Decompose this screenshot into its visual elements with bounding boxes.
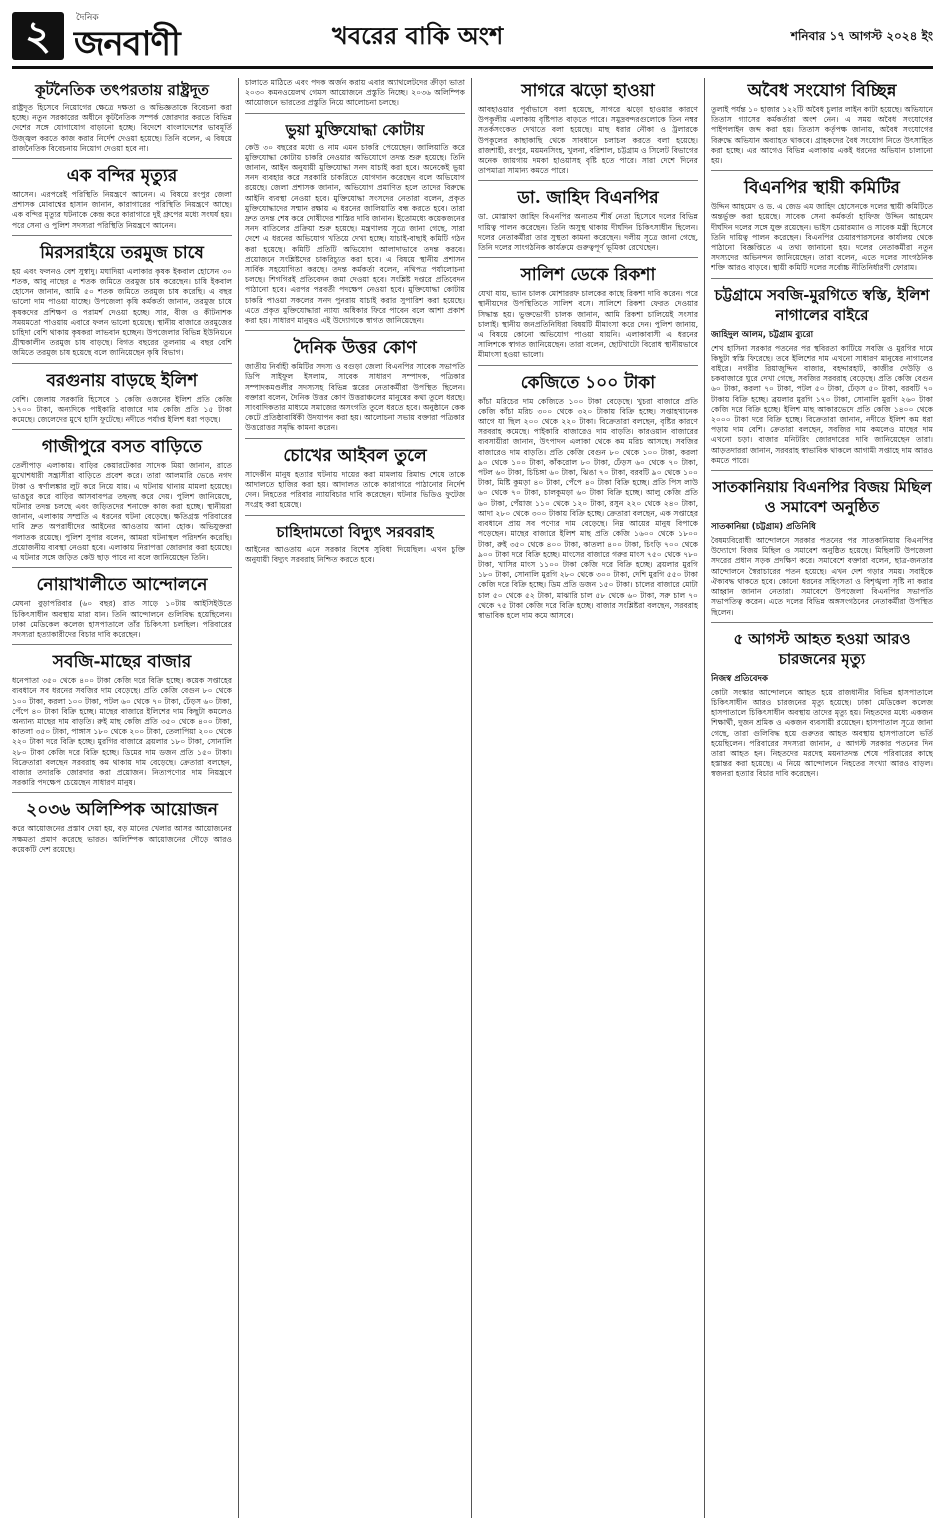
byline: সাতকানিয়া (চট্টগ্রাম) প্রতিনিধি xyxy=(711,522,816,533)
news-story[interactable] xyxy=(245,120,465,332)
news-story[interactable] xyxy=(12,574,232,645)
news-story[interactable] xyxy=(245,78,465,114)
story-body: চালাতে মাঠিতে এবং পদক অর্জন করায় এবার অ্যাথলেটদের ক্রীড়া ভাতা ২০৩০ কমনওয়েলথ গেমস আয়োজনে প্রস্তুতি নিচ্ছে। ২০৩৬ অলিম্পিক আয়োজনে ভারতের প্রস্তুতি নিয়ে আলোচনা চলছে। xyxy=(245,78,465,108)
story-body: কোটা সংস্কার আন্দোলনে আহত হয়ে রাজধানীর বিভিন্ন হাসপাতালে চিকিৎসাধীন আরও চারজনের মৃত্যু হয়েছে। ঢাকা মেডিকেল কলেজ হাসপাতালে চিকিৎসাধীন অবস্থায় তাদের মৃত্যু হয়। নিহতদের মধ্যে একজন শিক্ষার্থী, দুজন শ্রমিক ও একজন ব্যবসায়ী রয়েছেন। হাসপাতাল সূত্রে জানা গেছে, তারা গুলিবিদ্ধ হয়ে গুরুতর আহত অবস্থায় হাসপাতালে ভর্তি হয়েছিলেন। পরিবারের সদস্যরা জানান, ৫ আগস্ট সরকার পতনের দিন তারা আহত হন। নিহতদের মরদেহ ময়নাতদন্ত শেষে পরিবারের কাছে হস্তান্তর করা হয়েছে। এ নিয়ে আন্দোলনে নিহতের সংখ্যা আরও বাড়ল। স্বজনরা হত্যার বিচার দাবি করেছেন। xyxy=(711,687,933,779)
headline[interactable]: সবজি-মাছের বাজার xyxy=(52,652,192,673)
column-divider xyxy=(238,78,239,1518)
story-body: যেখা যায়, ভ্যান চালক মোশাররফ চালকের কাছে রিকশা দাবি করেন। পরে স্থানীয়দের উপস্থিতিতে সালিশ বসে। সালিশে রিকশা ফেরত দেওয়ার সিদ্ধান্ত হয়। ভুক্তভোগী চালক জানান, আমি রিকশা চালিয়েই সংসার চালাই। স্থানীয় জনপ্রতিনিধিরা বিষয়টি মীমাংসা করে দেন। পুলিশ জানায়, এ বিষয়ে কোনো অভিযোগ পাওয়া যায়নি। এলাকাবাসী এ ধরনের সালিশকে স্বাগত জানিয়েছেন। তারা বলেন, ছোটখাটো বিরোধ স্থানীয়ভাবে মীমাংসা হওয়া ভালো। xyxy=(478,289,698,360)
headline[interactable]: সাগরে ঝড়ো হাওয়া xyxy=(521,81,655,101)
daily-label: দৈনিক xyxy=(76,13,99,23)
column-2 xyxy=(245,78,465,1518)
paper-name: জনবাণী xyxy=(74,24,180,64)
news-story[interactable] xyxy=(478,80,698,181)
news-story[interactable] xyxy=(12,436,232,568)
story-body: ডা. মোস্তাফা জাহিদ বিএনপির অন্যতম শীর্ষ নেতা হিসেবে দলের বিভিন্ন দায়িত্ব পালন করেছেন। তিনি অসুস্থ থাকায় দীর্ঘদিন চিকিৎসাধীন ছিলেন। দলের নেতাকর্মীরা তার সুস্থতা কামনা করেছেন। দলীয় সূত্রে জানা গেছে, তিনি দলের সাংগঠনিক কার্যক্রমে গুরুত্বপূর্ণ ভূমিকা রেখেছেন। xyxy=(478,212,698,253)
headline[interactable]: ২০৩৬ অলিম্পিক আয়োজন xyxy=(26,800,218,821)
byline: নিজস্ব প্রতিবেদক xyxy=(711,673,768,684)
section-title: খবরের বাকি অংশ xyxy=(332,21,504,50)
headline[interactable]: ভুয়া মুক্তিযোদ্ধা কোটায় xyxy=(285,120,425,139)
headline[interactable]: বিএনপির স্থায়ী কমিটির xyxy=(744,178,900,199)
story-body: আবহাওয়ার পূর্বাভাসে বলা হয়েছে, সাগরে ঝড়ো হাওয়ার কারণে উপকূলীয় এলাকায় বৃষ্টিপাত বাড়তে পারে। সমুদ্রবন্দরগুলোকে তিন নম্বর সতর্কসংকেত দেখাতে বলা হয়েছে। মাছ ধরার নৌকা ও ট্রলারকে উপকূলের কাছাকাছি থেকে সাবধানে চলাচল করতে বলা হয়েছে। রাজশাহী, রংপুর, ময়মনসিংহ, খুলনা, বরিশাল, চট্টগ্রাম ও সিলেট বিভাগের অনেক জায়গায় দমকা হাওয়াসহ বৃষ্টি হতে পারে। সারা দেশে দিনের তাপমাত্রা সামান্য কমতে পারে। xyxy=(478,105,698,176)
column-1 xyxy=(12,78,232,1518)
masthead xyxy=(12,8,933,69)
news-story[interactable] xyxy=(12,799,232,859)
story-body: তেলীপাড় এলাকায়। বাড়ির কেয়ারটেকার সাদেক মিয়া জানান, রাতে মুখোশধারী সন্ত্রাসীরা বাড়িতে প্রবেশ করে। তারা আলমারি ভেঙে নগদ টাকা ও স্বর্ণালঙ্কার লুট করে নিয়ে যায়। এ ঘটনায় থানায় মামলা হয়েছে। ভাঙচুর করে বাড়ির আসবাবপত্র তছনছ করে দেয়। পুলিশ জানিয়েছে, ঘটনার তদন্ত চলছে এবং জড়িতদের শনাক্তে কাজ করা হচ্ছে। স্থানীয়রা জানান, এলাকায় সম্প্রতি এ ধরনের ঘটনা বেড়েছে। ক্ষতিগ্রস্ত পরিবারের দাবি দ্রুত অপরাধীদের আইনের আওতায় আনা হোক। অভিযুক্তরা পলাতক রয়েছে। পুলিশ সুপার বলেন, আমরা ঘটনাস্থল পরিদর্শন করেছি। প্রয়োজনীয় ব্যবস্থা নেওয়া হবে। এলাকায় নিরাপত্তা জোরদার করা হয়েছে। এ ঘটনার সঙ্গে জড়িত কেউ ছাড় পাবে না বলে জানিয়েছেন তিনি। xyxy=(12,461,232,563)
story-body: হয় এবং ফলনও বেশ সুস্বাদু। মঘাদিয়া এলাকার কৃষক ইকবাল হোসেন ৩০ শতক, আবু নাছের ৫ শতক জমিতে তরমুজ চাষ করেছেন। চাষি ইকবাল হোসেন জানান, আমি ৫০ শতক জমিতে তরমুজ চাষ করেছি। এ বছর ভালো দাম পাওয়া যাচ্ছে। উপজেলা কৃষি কর্মকর্তা জানান, তরমুজ চাষে কৃষকদের প্রশিক্ষণ ও পরামর্শ দেওয়া হচ্ছে। সার, বীজ ও কীটনাশক সময়মতো পাওয়ায় এবারে ফলন ভালো হয়েছে। স্থানীয় বাজারে তরমুজের চাহিদা বেশি থাকায় কৃষকরা লাভবান হচ্ছেন। উপজেলার বিভিন্ন ইউনিয়নে গ্রীষ্মকালীন তরমুজ চাষ বাড়ছে। বিগত বছরের তুলনায় এ বছর বেশি জমিতে তরমুজ চাষ হয়েছে বলে জানিয়েছেন কৃষি বিভাগ। xyxy=(12,266,232,358)
story-body: রাষ্ট্রদূত হিসেবে নিয়োগের ক্ষেত্রে দক্ষতা ও অভিজ্ঞতাকে বিবেচনা করা হচ্ছে। নতুন সরকারের অধীনে কূটনৈতিক সম্পর্ক জোরদার করতে বিভিন্ন দেশের সঙ্গে যোগাযোগ বাড়ানো হচ্ছে। বিদেশে বাংলাদেশের ভাবমূর্তি উজ্জ্বল করতে কাজ করার নির্দেশ দেওয়া হয়েছে। তিনি বলেন, এ বিষয়ে রাজনৈতিক বিবেচনায় নিয়োগ দেওয়া হবে না। xyxy=(12,103,232,153)
story-body: আসেন। এরপরেই পরিস্থিতি নিয়ন্ত্রণে আনেন। এ বিষয়ে রংপুর জেলা প্রশাসক মোবাশ্বের হাসান জানান, কারাগারের পরিস্থিতি নিয়ন্ত্রণে আছে। এক বন্দির মৃত্যুর ঘটনাকে কেন্দ্র করে কারাগারে দুই গ্রুপের মধ্যে সংঘর্ষ হয়। পরে সেনা ও পুলিশ সদস্যরা পরিস্থিতি নিয়ন্ত্রণে আনেন। xyxy=(12,190,232,230)
headline[interactable]: মিরসরাইয়ে তরমুজ চাষে xyxy=(40,242,204,263)
headline[interactable]: গাজীপুরে বসত বাড়িতে xyxy=(41,437,203,458)
story-body: জাতীয় নির্বাহী কমিটির সদস্য ও বগুড়া জেলা বিএনপির সাবেক সভাপতি ডিপি সাইফুল ইসলাম, সাবেক সাধারণ সম্পাদক, পত্রিকার সম্পাদকমণ্ডলীর সদস্যসহ বিভিন্ন স্তরের নেতাকর্মীরা উপস্থিত ছিলেন। বক্তারা বলেন, দৈনিক উত্তর কোণ উত্তরাঞ্চলের মানুষের কথা তুলে ধরছে। সাংবাদিকতার মাধ্যমে সমাজের অসংগতি তুলে ধরতে হবে। অনুষ্ঠানে কেক কেটে প্রতিষ্ঠাবার্ষিকী উদযাপন করা হয়। আলোচনা সভায় বক্তারা পত্রিকার উত্তরোত্তর সমৃদ্ধি কামনা করেন। xyxy=(245,362,465,433)
story-body: করে আয়োজনের প্রস্তাব দেয়া হয়, বড় মানের খেলার আসর আয়োজনের সক্ষমতা প্রমাণ করেছে ভারত। অলিম্পিক আয়োজনের দৌড়ে আরও কয়েকটি দেশ রয়েছে। xyxy=(12,824,232,854)
headline[interactable]: ৫ আগস্ট আহত হওয়া আরও চারজনের মৃত্যু xyxy=(733,629,911,668)
byline: জাহিদুল আলম, চট্টগ্রাম ব্যুরো xyxy=(711,329,814,340)
headline[interactable]: চট্টগ্রামে সবজি-মুরগিতে স্বস্তি, ইলিশ নাগালের বাইরে xyxy=(714,285,930,324)
headline[interactable]: বরগুনায় বাড়ছে ইলিশ xyxy=(46,370,198,391)
page-number: ২ xyxy=(12,12,64,60)
story-body: তুলাই পর্যন্ত ১০ হাজার ১২২টি অবৈধ চুলার লাইন কাটা হয়েছে। অভিযানে তিতাস গ্যাসের কর্মকর্তারা অংশ নেন। এ সময় অবৈধ সংযোগের পাইপলাইন জব্দ করা হয়। তিতাস কর্তৃপক্ষ জানায়, অবৈধ সংযোগের বিরুদ্ধে অভিযান অব্যাহত থাকবে। গ্রাহকদের বৈধ সংযোগ নিতে উৎসাহিত করা হচ্ছে। এর আগেও বিভিন্ন এলাকায় একই ধরনের অভিযান চালানো হয়। xyxy=(711,105,933,166)
column-3 xyxy=(478,78,698,1518)
news-story[interactable] xyxy=(12,80,232,159)
headline[interactable]: কূটনৈতিক তৎপরতায় রাষ্ট্রদূত xyxy=(35,81,209,99)
news-story[interactable] xyxy=(478,187,698,258)
news-story[interactable] xyxy=(12,242,232,364)
story-body: বৈষম্যবিরোধী আন্দোলনে সরকার পতনের পর সাতকানিয়ায় বিএনপির উদ্যোগে বিজয় মিছিল ও সমাবেশ অনুষ্ঠিত হয়েছে। মিছিলটি উপজেলা সদরের প্রধান সড়ক প্রদক্ষিণ করে। সমাবেশে বক্তারা বলেন, ছাত্র-জনতার আন্দোলনে স্বৈরাচারের পতন হয়েছে। এখন দেশ গড়ার সময়। সবাইকে ঐক্যবদ্ধ থাকতে হবে। কোনো ধরনের সহিংসতা ও বিশৃঙ্খলা সৃষ্টি না করার আহ্বান জানান নেতারা। সমাবেশে উপজেলা বিএনপির সভাপতি সভাপতিত্ব করেন। এতে দলের বিভিন্ন অঙ্গসংগঠনের নেতাকর্মীরা উপস্থিত ছিলেন। xyxy=(711,536,933,617)
news-story[interactable] xyxy=(478,264,698,365)
headline[interactable]: ডা. জাহিদ বিএনপির xyxy=(517,188,659,209)
headline[interactable]: চোখের আইবল তুলে xyxy=(283,445,427,466)
headline[interactable]: কেজিতে ১০০ টাকা xyxy=(520,372,656,393)
headline[interactable]: দৈনিক উত্তর কোণ xyxy=(293,338,417,359)
news-story[interactable] xyxy=(12,370,232,431)
news-story[interactable] xyxy=(711,629,933,784)
story-body: উদ্দিন আহমেদ ও ড. এ জেড এম জাহিদ হোসেনকে দলের স্থায়ী কমিটিতে অন্তর্ভুক্ত করা হয়েছে। সাবেক সেনা কর্মকর্তা হাফিজ উদ্দিন আহমেদ দীর্ঘদিন দলের সঙ্গে যুক্ত রয়েছেন। ভাইস চেয়ারম্যান ও সাবেক মন্ত্রী হিসেবে তিনি দায়িত্ব পালন করেছেন। বিএনপির চেয়ারপারসনের কার্যালয় থেকে পাঠানো বিজ্ঞপ্তিতে এ তথ্য জানানো হয়। দলের নেতাকর্মীরা নতুন সদস্যদের অভিনন্দন জানিয়েছেন। তারা বলেন, এতে দলের সাংগঠনিক শক্তি আরও বাড়বে। স্থায়ী কমিটি দলের সর্বোচ্চ নীতিনির্ধারণী ফোরাম। xyxy=(711,202,933,273)
story-body: মেঘনা বুড়াপরিবার (৬০ বছর) রাত সাড়ে ১০টায় আইসিইউতে চিকিৎসাধীন অবস্থায় মারা যান। তিনি আন্দোলনে গুলিবিদ্ধ হয়েছিলেন। ঢাকা মেডিকেল কলেজ হাসপাতালে তাঁর চিকিৎসা চলছিল। পরিবারের সদস্যরা হত্যাকারীদের বিচার দাবি করেছেন। xyxy=(12,599,232,639)
headline[interactable]: সাতকানিয়ায় বিএনপির বিজয় মিছিল ও সমাবেশ অনুষ্ঠিত xyxy=(712,478,932,517)
story-body: বেশি। জেলায় সরকারি হিসেবে ১ কেজি ওজনের ইলিশ প্রতি কেজি ১৭০০ টাকা, অন্যদিকে পাইকারি বাজারে দাম কেজি প্রতি ১৫ টাকা কমেছে। জেলেদের মুখে হাসি ফুটেছে। নদীতে পর্যাপ্ত ইলিশ ধরা পড়ছে। xyxy=(12,394,232,425)
story-body: ধনেপাতা ৩৫০ থেকে ৪০০ টাকা কেজি দরে বিক্রি হচ্ছে। কয়েক সপ্তাহের ব্যবধানে সব ধরনের সবজির দাম বেড়েছে। প্রতি কেজি বেগুন ৮০ থেকে ১০০ টাকা, করলা ১০০ টাকা, পটল ৬০ থেকে ৭০ টাকা, ঢেঁড়স ৬০ টাকা, পেঁপে ৪০ টাকা বিক্রি হচ্ছে। মাছের বাজারে ইলিশের দাম কিছুটা কমলেও অন্যান্য মাছের দাম বাড়তি। রুই মাছ কেজি প্রতি ৩৫০ থেকে ৪০০ টাকা, কাতলা ৩৫০ টাকা, পাঙ্গাস ১৮০ থেকে ২০০ টাকা, তেলাপিয়া ২০০ থেকে ২২০ টাকা দরে বিক্রি হচ্ছে। মুরগির বাজারে ব্রয়লার ১৮০ টাকা, সোনালি ২৮০ টাকা কেজি দরে বিক্রি হচ্ছে। ডিমের দাম ডজন প্রতি ১৫০ টাকা। বিক্রেতারা বলছেন সরবরাহ কম থাকায় দাম বেড়েছে। ক্রেতারা বলছেন, বাজার তদারকি জোরদার করা প্রয়োজন। নিত্যপণ্যের দাম নিয়ন্ত্রণে সরকারি পদক্ষেপ চেয়েছেন সাধারণ মানুষ। xyxy=(12,676,232,788)
headline[interactable]: চাহিদামতো বিদ্যুৎ সরবরাহ xyxy=(276,522,434,541)
news-story[interactable] xyxy=(711,285,933,471)
headline[interactable]: এক বন্দির মৃত্যুর xyxy=(66,166,178,187)
news-story[interactable] xyxy=(711,477,933,623)
news-story[interactable] xyxy=(245,522,465,569)
news-story[interactable] xyxy=(245,337,465,438)
news-story[interactable] xyxy=(478,372,698,625)
news-story[interactable] xyxy=(12,165,232,236)
headline[interactable]: অবৈধ সংযোগ বিচ্ছিন্ন xyxy=(747,81,897,101)
column-divider xyxy=(471,78,472,1518)
story-body: আইনের আওতায় এনে সরকার বিশেষ সুবিধা দিয়েছিল। এখন চুক্তি অনুযায়ী বিদ্যুৎ সরবরাহ নিশ্চিত করতে হবে। xyxy=(245,544,465,564)
column-divider xyxy=(704,78,705,1518)
news-story[interactable] xyxy=(711,80,933,171)
headline[interactable]: সালিশ ডেকে রিকশা xyxy=(520,265,656,286)
news-story[interactable] xyxy=(711,177,933,278)
story-body: কাঁচা মরিচের দাম কেজিতে ১০০ টাকা বেড়েছে। খুচরা বাজারে প্রতি কেজি কাঁচা মরিচ ৩০০ থেকে ৩২০ টাকায় বিক্রি হচ্ছে। সপ্তাহখানেক আগে যা ছিল ২০০ থেকে ২২০ টাকা। বিক্রেতারা বলছেন, বৃষ্টির কারণে সরবরাহ কমেছে। পাইকারি বাজারেও দাম বাড়তি। কারওয়ান বাজারের ব্যবসায়ীরা জানান, উৎপাদন এলাকা থেকে কম মরিচ আসছে। সবজির বাজারেও দাম বাড়তি। প্রতি কেজি বেগুন ৮০ থেকে ১০০ টাকা, করলা ৯০ থেকে ১০০ টাকা, কাঁকরোল ৮০ টাকা, ঢেঁড়স ৬০ থেকে ৭০ টাকা, পটল ৬০ টাকা, চিচিঙ্গা ৬০ টাকা, ঝিঙা ৭০ টাকা, বরবটি ৯০ থেকে ১০০ টাকা, মিষ্টি কুমড়া ৪০ টাকা, পেঁপে ৪০ টাকা বিক্রি হচ্ছে। প্রতি পিস লাউ ৬০ থেকে ৭০ টাকা, চালকুমড়া ৬০ টাকা বিক্রি হচ্ছে। আলু কেজি প্রতি ৬০ টাকা, পেঁয়াজ ১১০ থেকে ১২০ টাকা, রসুন ২২০ থেকে ২৪০ টাকা, আদা ২৮০ থেকে ৩০০ টাকায় বিক্রি হচ্ছে। ক্রেতারা বলছেন, এক সপ্তাহের ব্যবধানে প্রায় সব পণ্যের দাম বেড়েছে। নিম্ন আয়ের মানুষ বিপাকে পড়েছেন। মাছের বাজারে ইলিশ মাছ প্রতি কেজি ১৬০০ থেকে ১৮০০ টাকা, রুই ৩৫০ থেকে ৪০০ টাকা, কাতলা ৪০০ টাকা, চিংড়ি ৭০০ থেকে ৯০০ টাকা দরে বিক্রি হচ্ছে। মাংসের বাজারে গরুর মাংস ৭৫০ থেকে ৭৮০ টাকা, খাসির মাংস ১১০০ টাকা কেজি দরে বিক্রি হচ্ছে। ব্রয়লার মুরগি ১৮০ টাকা, সোনালি মুরগি ২৮০ থেকে ৩০০ টাকা, দেশি মুরগি ৫৫০ টাকা কেজি দরে বিক্রি হচ্ছে। ডিম প্রতি ডজন ১৫০ টাকা। চালের বাজারে মোটা চাল ৫০ থেকে ৫২ টাকা, মাঝারি চাল ৫৮ থেকে ৬০ টাকা, সরু চাল ৭০ থেকে ৭৫ টাকা কেজি দরে বিক্রি হচ্ছে। বাজার সংশ্লিষ্টরা বলছেন, সরবরাহ স্বাভাবিক হলে দাম কমে আসবে। xyxy=(478,396,698,620)
news-story[interactable] xyxy=(245,445,465,516)
newspaper-page xyxy=(12,8,933,1518)
story-body: সাদেকীন মানুষ হত্যার ঘটনায় দায়ের করা মামলায় রিমান্ড শেষে তাকে আদালতে হাজির করা হয়। আদালত তাকে কারাগারে পাঠানোর নির্দেশ দেন। নিহতের পরিবার ন্যায়বিচার দাবি করেছেন। ঘটনার ভিডিও ফুটেজ সংগ্রহ করা হয়েছে। xyxy=(245,469,465,510)
column-4 xyxy=(711,78,933,1518)
dateline: শনিবার ১৭ আগস্ট ২০২৪ ইং xyxy=(790,29,933,43)
paper-logo xyxy=(74,8,274,64)
story-body: কেউ ৩০ বছরের মধ্যে ও নাম এমন চাকরি পেয়েছেন। জালিয়াতি করে মুক্তিযোদ্ধা কোটায় চাকরি নেওয়ার অভিযোগে তদন্ত শুরু হয়েছে। তিনি জানান, আইন অনুযায়ী মুক্তিযোদ্ধা সনদ যাচাই করা হবে। অনেকেই ভুয়া সনদ ব্যবহার করে সরকারি চাকরিতে যোগদান করেছেন বলে অভিযোগ রয়েছে। জেলা প্রশাসক জানান, অভিযোগ প্রমাণিত হলে তাদের বিরুদ্ধে আইনি ব্যবস্থা নেওয়া হবে। মুক্তিযোদ্ধা সংসদের নেতারা বলেন, প্রকৃত মুক্তিযোদ্ধাদের সম্মান রক্ষায় এ ধরনের জালিয়াতি বন্ধ করতে হবে। তারা দ্রুত তদন্ত শেষ করে দোষীদের শাস্তির দাবি জানান। ইতোমধ্যে কয়েকজনের সনদ বাতিলের প্রক্রিয়া শুরু হয়েছে। মন্ত্রণালয় সূত্রে জানা গেছে, সারা দেশে এ ধরনের অভিযোগ খতিয়ে দেখা হচ্ছে। যাচাই-বাছাই কমিটি গঠন করা হয়েছে। কমিটি প্রতিটি অভিযোগ আলাদাভাবে তদন্ত করবে। প্রয়োজনে সংশ্লিষ্টদের চাকরিচ্যুত করা হবে। এ বিষয়ে স্থানীয় প্রশাসন সার্বিক সহযোগিতা করছে। তদন্ত কর্মকর্তা বলেন, নথিপত্র পর্যালোচনা চলছে। শিগগিরই প্রতিবেদন জমা দেওয়া হবে। সংশ্লিষ্ট দপ্তরে প্রতিবেদন পাঠানো হবে। এরপর পরবর্তী পদক্ষেপ নেওয়া হবে। মুক্তিযোদ্ধা কোটায় চাকরি পাওয়া সকলের সনদ পুনরায় যাচাই করার সুপারিশ করা হয়েছে। এতে প্রকৃত মুক্তিযোদ্ধারা ন্যায্য অধিকার ফিরে পাবেন বলে আশা প্রকাশ করা হয়। সাধারণ মানুষও এই উদ্যোগকে স্বাগত জানিয়েছেন। xyxy=(245,142,465,326)
headline[interactable]: নোয়াখালীতে আন্দোলনে xyxy=(36,575,208,596)
news-story[interactable] xyxy=(12,651,232,793)
story-body: শেখ হাসিনা সরকার পতনের পর স্থবিরতা কাটিয়ে সবজি ও মুরগির দামে কিছুটা স্বস্তি ফিরেছে। তবে ইলিশের দাম এখনো সাধারণ মানুষের নাগালের বাইরে। নগরীর রিয়াজুদ্দিন বাজার, বহদ্দারহাট, কাজীর দেউড়ি ও চকবাজারে ঘুরে দেখা গেছে, সবজির সরবরাহ বেড়েছে। প্রতি কেজি বেগুন ৬০ টাকা, করলা ৭০ টাকা, পটল ৫০ টাকা, ঢেঁড়স ৫০ টাকা, বরবটি ৭০ টাকায় বিক্রি হচ্ছে। ব্রয়লার মুরগি ১৭০ টাকা, সোনালি মুরগি ২৬০ টাকা কেজি দরে বিক্রি হচ্ছে। ইলিশ মাছ আকারভেদে প্রতি কেজি ১৪০০ থেকে ২০০০ টাকা দরে বিক্রি হচ্ছে। বিক্রেতারা জানান, নদীতে ইলিশ কম ধরা পড়ায় দাম বেশি। ক্রেতারা বলছেন, সবজির দাম কমলেও মাছের দাম এখনো চড়া। বাজার মনিটরিং জোরদারের দাবি জানিয়েছেন তারা। আড়তদাররা জানান, সরবরাহ স্বাভাবিক থাকলে আগামী সপ্তাহে দাম আরও কমতে পারে। xyxy=(711,343,933,465)
